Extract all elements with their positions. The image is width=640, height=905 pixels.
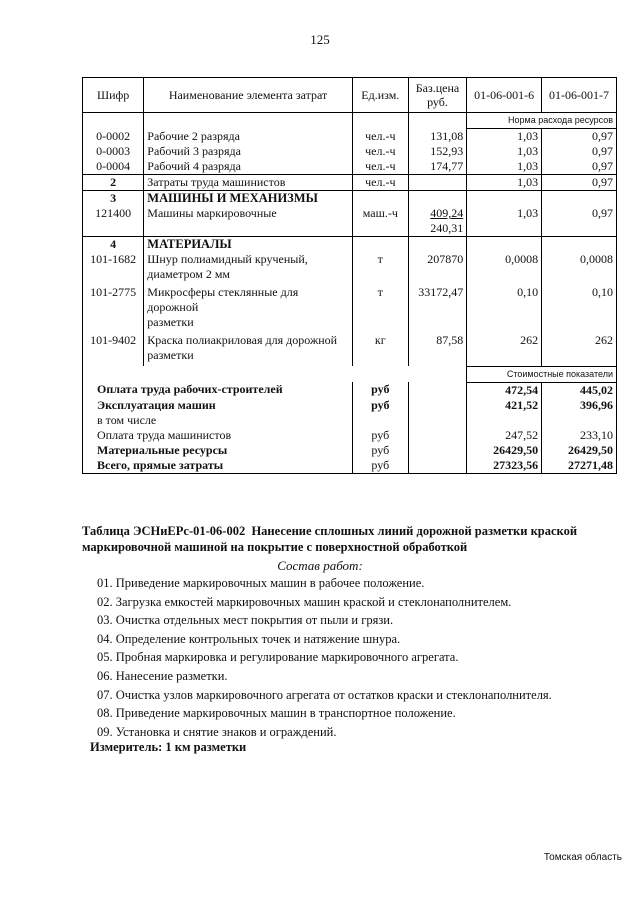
- row-name: Рабочий 4 разряда: [144, 159, 353, 175]
- row-value-2: 0,97: [542, 144, 617, 159]
- row-unit: маш.-ч: [352, 206, 408, 237]
- row-value-2: 0,97: [542, 129, 617, 145]
- row-value-2: 0,97: [542, 159, 617, 175]
- row-unit: чел.-ч: [352, 144, 408, 159]
- total-name: Материальные ресурсы: [83, 443, 353, 458]
- price-numerator: 409,24: [430, 206, 464, 220]
- row-code: 2: [83, 175, 144, 191]
- section-title: МАТЕРИАЛЫ: [144, 237, 353, 253]
- list-item: 08. Приведение маркировочных машин в транспортное положение.: [97, 706, 456, 721]
- total-note: в том числе: [83, 413, 353, 428]
- row-value-2: 0,97: [542, 206, 617, 237]
- total-value-2: 445,02: [542, 382, 617, 398]
- row-price: 174,77: [408, 159, 466, 175]
- total-value-2: 27271,48: [542, 458, 617, 474]
- row-name-line2: разметки: [147, 315, 194, 329]
- header-base-price: Баз.цена руб.: [408, 78, 466, 113]
- total-row: [83, 382, 617, 398]
- row-value-1: 1,03: [467, 144, 542, 159]
- row-code: 101-2775: [83, 285, 144, 333]
- total-name: Эксплуатация машин: [83, 398, 353, 413]
- row-unit: т: [352, 252, 408, 285]
- total-unit: руб: [352, 458, 408, 474]
- section-code: 3: [83, 191, 144, 207]
- total-unit: руб: [352, 443, 408, 458]
- row-value-1: 0,0008: [467, 252, 542, 285]
- row-code: 0-0002: [83, 129, 144, 145]
- row-name-line1: Микросферы стеклянные для дорожной: [147, 285, 299, 314]
- total-value-1: 27323,56: [467, 458, 542, 474]
- row-price: [408, 206, 466, 237]
- row-unit: чел.-ч: [352, 159, 408, 175]
- cost-label-row: [83, 366, 617, 382]
- row-price: 131,08: [408, 129, 466, 145]
- table-row: [83, 206, 617, 237]
- row-code: 0-0004: [83, 159, 144, 175]
- total-value-1: 421,52: [467, 398, 542, 413]
- page-number: 125: [310, 32, 330, 47]
- list-item: 07. Очистка узлов маркировочного агрегата от остатков краски и стеклонаполнителя.: [97, 687, 552, 702]
- row-value-1: 1,03: [467, 129, 542, 145]
- row-unit: чел.-ч: [352, 175, 408, 191]
- row-price: 152,93: [408, 144, 466, 159]
- table-row: [83, 129, 617, 145]
- row-price: 87,58: [408, 333, 466, 366]
- row-name-line2: разметки: [147, 348, 194, 362]
- total-row: [83, 413, 617, 428]
- total-row: [83, 428, 617, 443]
- row-code: 101-9402: [83, 333, 144, 366]
- total-name: Оплата труда машинистов: [83, 428, 353, 443]
- total-value-1: 247,52: [467, 428, 542, 443]
- row-value-1: 262: [467, 333, 542, 366]
- row-value-2: 0,10: [542, 285, 617, 333]
- header-unit: Ед.изм.: [352, 78, 408, 113]
- row-price: 207870: [408, 252, 466, 285]
- header-col2: 01-06-001-7: [542, 78, 617, 113]
- header-name: Наименование элемента затрат: [144, 78, 353, 113]
- resource-table: [82, 77, 617, 474]
- table-title-code: Таблица ЭСНиЕРс-01-06-002: [82, 524, 246, 538]
- row-value-2: 0,97: [542, 175, 617, 191]
- section-code: 4: [83, 237, 144, 253]
- total-row: [83, 443, 617, 458]
- row-name-line1: Шнур полиамидный крученый,: [147, 252, 308, 266]
- row-value-1: 0,10: [467, 285, 542, 333]
- row-value-1: 1,03: [467, 206, 542, 237]
- row-name: Рабочие 2 разряда: [144, 129, 353, 145]
- row-code: 121400: [83, 206, 144, 237]
- row-name: Рабочий 3 разряда: [144, 144, 353, 159]
- row-value-1: 1,03: [467, 175, 542, 191]
- list-item: 04. Определение контрольных точек и натяжение шнура.: [97, 631, 401, 646]
- work-steps: [97, 574, 617, 741]
- list-item: 03. Очистка отдельных мест покрытия от пыли и грязи.: [97, 613, 394, 628]
- row-unit: чел.-ч: [352, 129, 408, 145]
- row-value-1: 1,03: [467, 159, 542, 175]
- row-value-2: 262: [542, 333, 617, 366]
- total-row: [83, 398, 617, 413]
- section-title: МАШИНЫ И МЕХАНИЗМЫ: [144, 191, 353, 207]
- price-denominator: 240,31: [430, 221, 464, 235]
- cost-label: Стоимостные показатели: [467, 366, 617, 382]
- row-name: Затраты труда машинистов: [144, 175, 353, 191]
- table-row: [83, 333, 617, 366]
- list-item: 01. Приведение маркировочных машин в рабочее положение.: [97, 576, 425, 590]
- header-col1: 01-06-001-6: [467, 78, 542, 113]
- total-value-2: 396,96: [542, 398, 617, 413]
- row-name-line2: диаметром 2 мм: [147, 267, 231, 281]
- row-name: [144, 252, 353, 285]
- total-name: Оплата труда рабочих-строителей: [83, 382, 353, 398]
- row-name: [144, 285, 353, 333]
- row-unit: кг: [352, 333, 408, 366]
- section-row: [83, 191, 617, 207]
- table-row: [83, 175, 617, 191]
- table-title-text: Нанесение сплошных линий дорожной разметки краской маркировочной машиной на покрытие с поверхностной обработкой: [82, 524, 578, 554]
- norm-label: Норма расхода ресурсов: [467, 113, 617, 129]
- section-row: [83, 237, 617, 253]
- total-value-1: 472,54: [467, 382, 542, 398]
- table-row: [83, 285, 617, 333]
- row-code: 101-1682: [83, 252, 144, 285]
- row-code: 0-0003: [83, 144, 144, 159]
- total-unit: руб: [352, 398, 408, 413]
- row-name-line1: Краска полиакриловая для дорожной: [147, 333, 338, 347]
- table-title: [82, 523, 622, 555]
- total-unit: руб: [352, 382, 408, 398]
- row-value-2: 0,0008: [542, 252, 617, 285]
- total-value-1: 26429,50: [467, 443, 542, 458]
- list-item: 06. Нанесение разметки.: [97, 668, 228, 683]
- row-name: Машины маркировочные: [144, 206, 353, 237]
- table-row: [83, 144, 617, 159]
- region-label: Томская область: [543, 852, 622, 863]
- sostav-heading: Состав работ:: [277, 558, 363, 573]
- header-shifr: Шифр: [83, 78, 144, 113]
- total-unit: руб: [352, 428, 408, 443]
- table-row: [83, 159, 617, 175]
- table-row: [83, 252, 617, 285]
- row-unit: т: [352, 285, 408, 333]
- row-name: [144, 333, 353, 366]
- list-item: 02. Загрузка емкостей маркировочных машин краской и стеклонаполнителем.: [97, 594, 512, 609]
- table-header: [83, 78, 617, 113]
- total-value-2: 26429,50: [542, 443, 617, 458]
- row-price: 33172,47: [408, 285, 466, 333]
- measure-unit: Измеритель: 1 км разметки: [90, 740, 247, 754]
- list-item: 09. Установка и снятие знаков и ограждений.: [97, 724, 337, 739]
- norm-label-row: [83, 113, 617, 129]
- total-name: Всего, прямые затраты: [83, 458, 353, 474]
- total-row: [83, 458, 617, 474]
- list-item: 05. Пробная маркировка и регулирование маркировочного агрегата.: [97, 650, 459, 665]
- total-value-2: 233,10: [542, 428, 617, 443]
